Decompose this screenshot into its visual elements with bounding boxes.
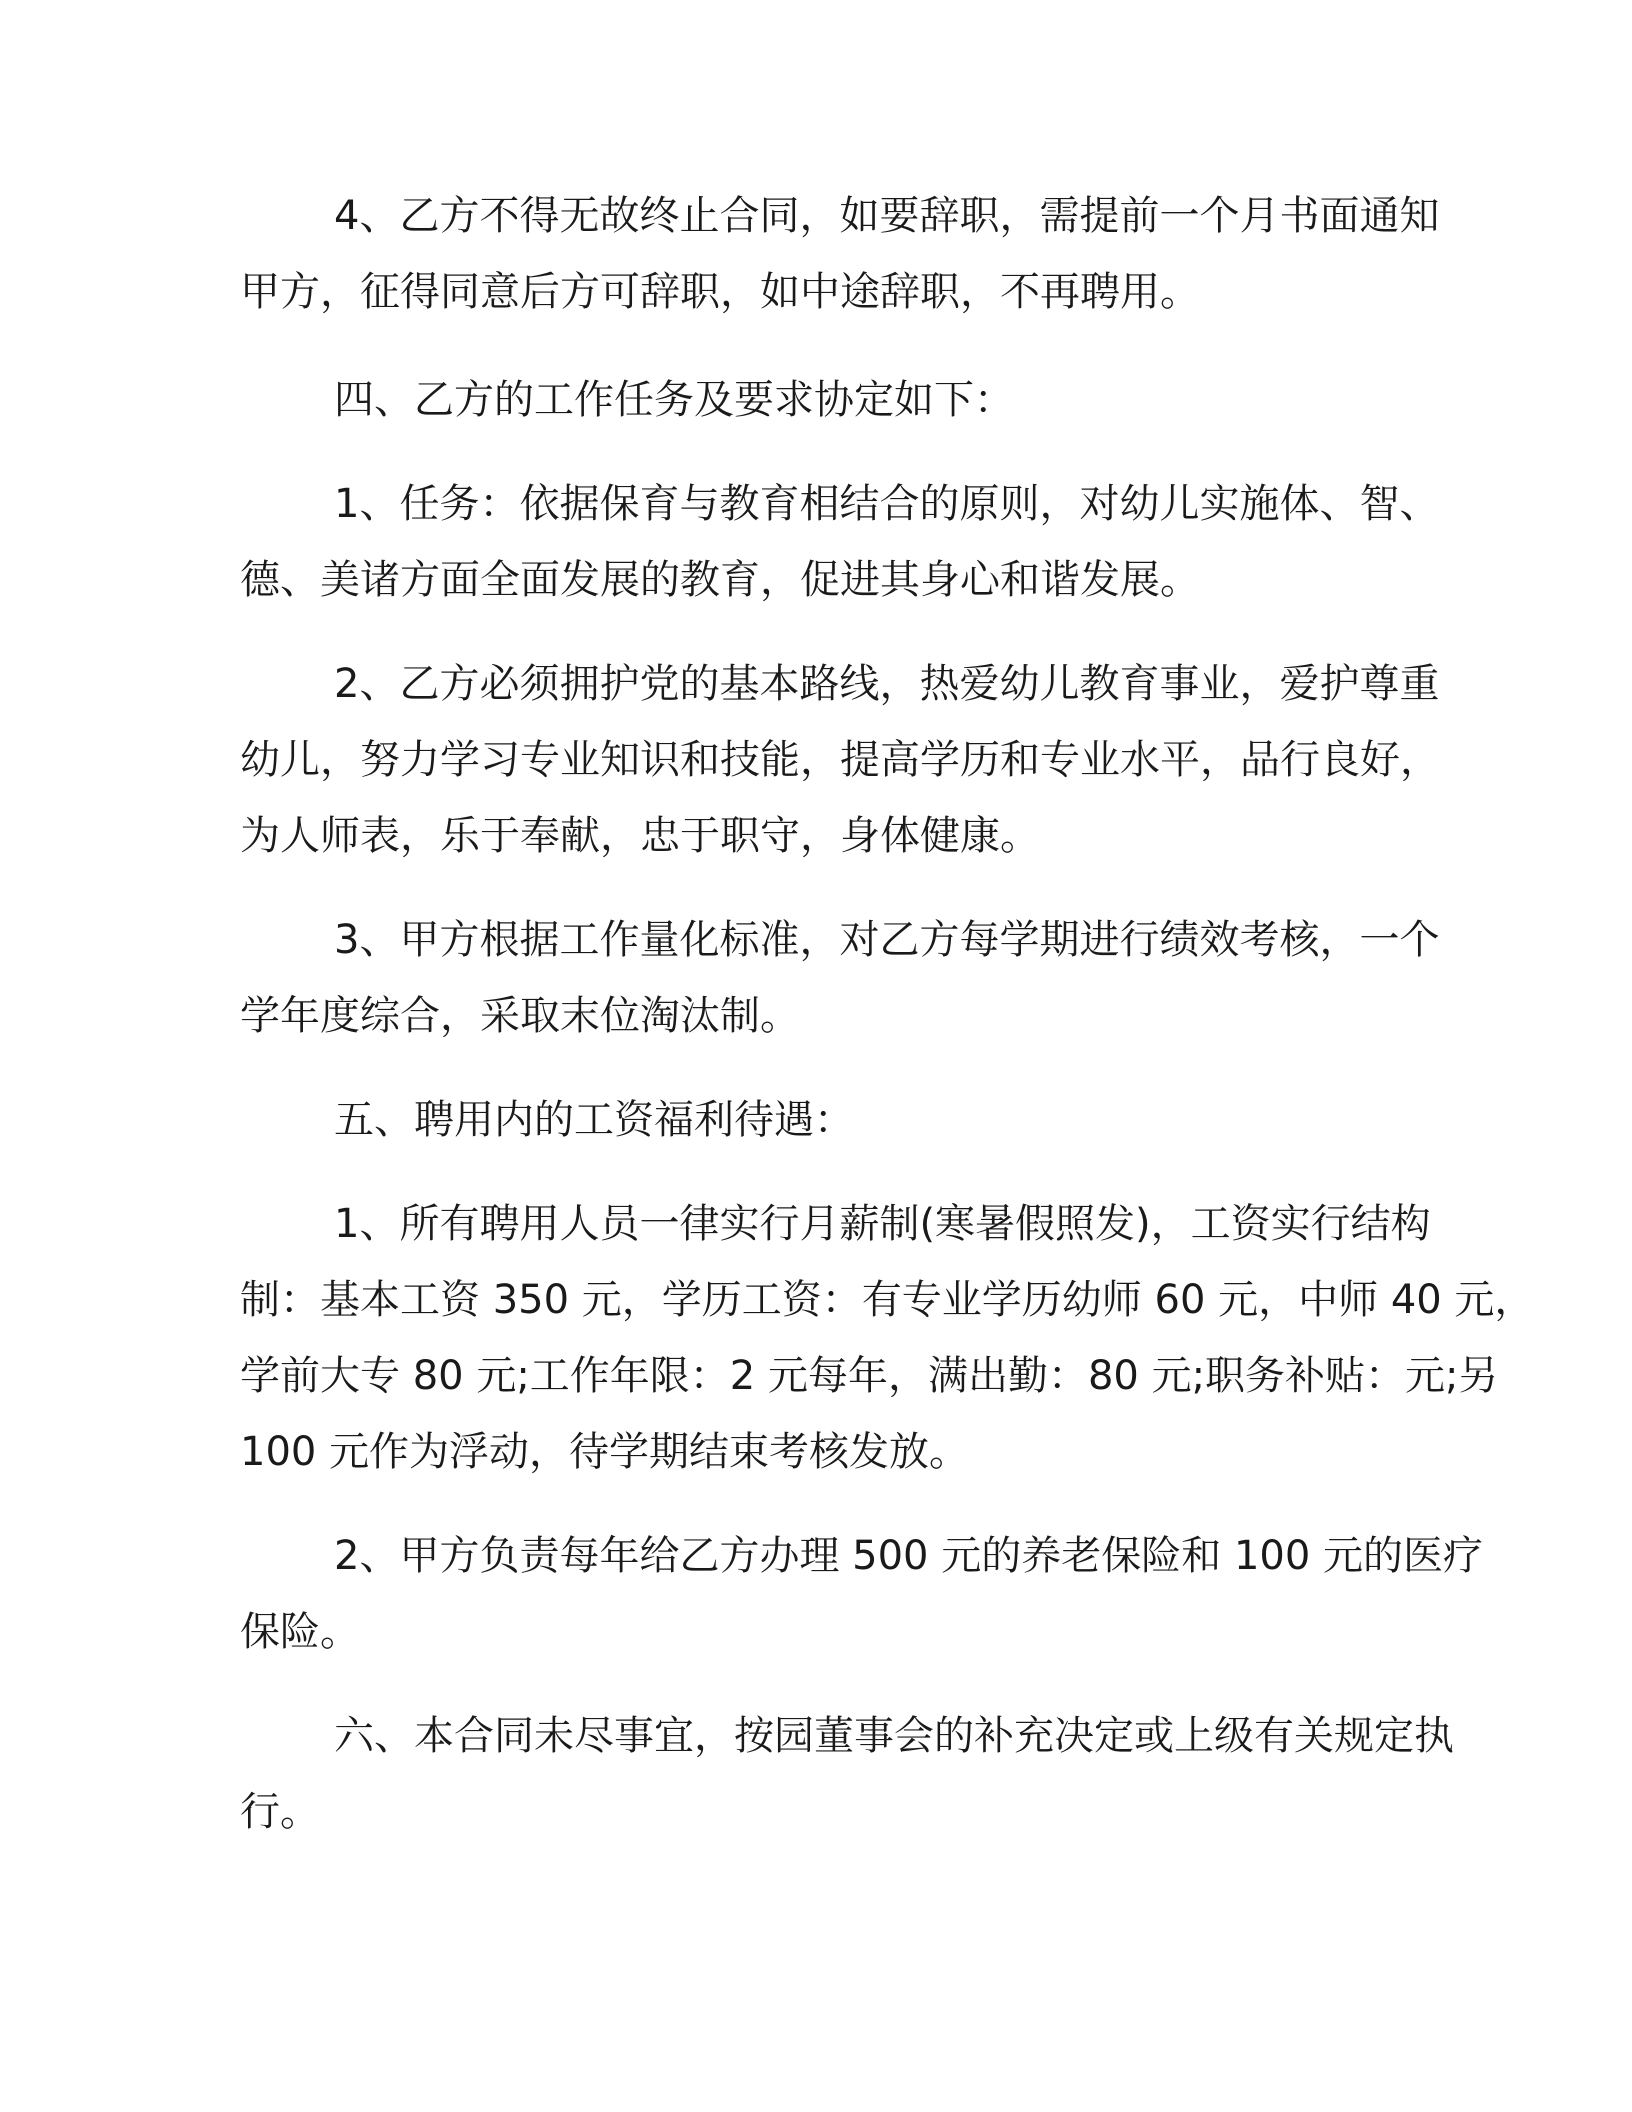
clause-4-2-line-2: 幼儿，努力学习专业知识和技能，提高学历和专业水平，品行良好， (240, 737, 1440, 783)
clause-5-1-line-2: 制：基本工资 350 元，学历工资：有专业学历幼师 60 元，中师 40 元， (240, 1277, 1535, 1323)
clause-4-3-line-2: 学年度综合，采取末位淘汰制。 (240, 993, 800, 1039)
clause-3-4-line-2: 甲方，征得同意后方可辞职，如中途辞职，不再聘用。 (240, 269, 1200, 315)
clause-4-1-line-1: 1、任务：依据保育与教育相结合的原则，对幼儿实施体、智、 (334, 481, 1440, 527)
section-6-line-1: 六、本合同未尽事宜，按园董事会的补充决定或上级有关规定执 (334, 1713, 1454, 1759)
section-5-heading: 五、聘用内的工资福利待遇： (334, 1097, 854, 1143)
clause-5-1-line-1: 1、所有聘用人员一律实行月薪制(寒暑假照发)，工资实行结构 (334, 1201, 1431, 1247)
section-6-line-2: 行。 (240, 1789, 320, 1835)
clause-3-4-line-1: 4、乙方不得无故终止合同，如要辞职，需提前一个月书面通知 (334, 193, 1440, 239)
section-4-heading: 四、乙方的工作任务及要求协定如下： (334, 377, 1014, 423)
clause-4-1-line-2: 德、美诸方面全面发展的教育，促进其身心和谐发展。 (240, 557, 1200, 603)
clause-5-2-line-1: 2、甲方负责每年给乙方办理 500 元的养老保险和 100 元的医疗 (334, 1533, 1484, 1579)
clause-5-2-line-2: 保险。 (240, 1609, 360, 1655)
clause-4-3-line-1: 3、甲方根据工作量化标准，对乙方每学期进行绩效考核，一个 (334, 917, 1440, 963)
clause-4-2-line-1: 2、乙方必须拥护党的基本路线，热爱幼儿教育事业，爱护尊重 (334, 661, 1440, 707)
clause-4-2-line-3: 为人师表，乐于奉献，忠于职守，身体健康。 (240, 813, 1040, 859)
clause-5-1-line-4: 100 元作为浮动，待学期结束考核发放。 (240, 1429, 970, 1475)
clause-5-1-line-3: 学前大专 80 元;工作年限：2 元每年，满出勤：80 元;职务补贴：元;另 (240, 1353, 1499, 1399)
